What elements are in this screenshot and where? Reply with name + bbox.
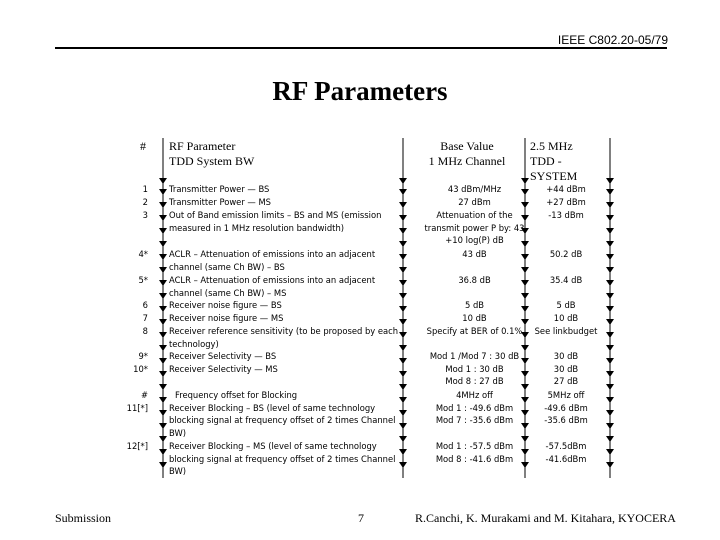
cell-line: technology) xyxy=(169,338,219,349)
divider-marker xyxy=(399,319,407,325)
cell-base xyxy=(411,325,538,338)
cell-num xyxy=(118,389,148,414)
cell-line: Mod 8 : 27 dB xyxy=(445,376,504,387)
cell-line: 43 dB xyxy=(462,249,487,259)
divider-marker xyxy=(399,293,407,299)
document-id: IEEE C802.20-05/79 xyxy=(557,33,668,47)
cell-line: -49.6 dBm xyxy=(544,402,588,413)
cell-base xyxy=(411,350,538,388)
cell-num xyxy=(118,312,148,325)
cell-param xyxy=(169,350,278,375)
divider-marker xyxy=(159,254,167,260)
divider-marker xyxy=(399,332,407,338)
cell-line: 5 dB xyxy=(556,300,576,310)
divider-marker xyxy=(606,332,614,338)
divider-marker xyxy=(399,384,407,390)
divider-marker xyxy=(606,384,614,390)
cell-line: Mod 8 : -41.6 dBm xyxy=(435,453,514,464)
cell-line: Attenuation of the xyxy=(436,210,513,220)
divider-marker xyxy=(159,410,167,416)
cell-line: See linkbudget xyxy=(534,326,598,336)
divider-marker xyxy=(159,358,167,364)
cell-param xyxy=(169,274,375,299)
divider-marker xyxy=(159,319,167,325)
cell-line: Frequency offset for Blocking xyxy=(175,390,298,400)
divider-marker xyxy=(159,371,167,377)
divider-marker xyxy=(399,358,407,364)
cell-line: 3 xyxy=(142,210,148,220)
cell-line: Receiver noise figure — BS xyxy=(169,300,282,310)
divider-marker xyxy=(399,241,407,247)
cell-base xyxy=(411,389,538,427)
divider-marker xyxy=(159,397,167,403)
footer-authors: R.Canchi, K. Murakami and M. Kitahara, KYOCERA xyxy=(415,511,676,525)
divider-marker xyxy=(159,215,167,221)
divider-marker xyxy=(399,178,407,184)
divider-marker xyxy=(606,178,614,184)
cell-line: 35.4 dB xyxy=(549,275,583,285)
divider-marker xyxy=(159,178,167,184)
cell-line: 5MHz off xyxy=(547,390,585,400)
divider-marker xyxy=(399,449,407,455)
divider-marker xyxy=(159,436,167,442)
cell-line: 2 xyxy=(142,197,148,207)
cell-line: Mod 1 /Mod 7 : 30 dB xyxy=(429,351,520,361)
cell-num xyxy=(118,209,148,222)
cell-line: blocking signal at frequency offset of 2 times Channel xyxy=(169,453,396,464)
column-header-param: RF Parameter TDD System BW xyxy=(169,139,255,168)
cell-param xyxy=(169,299,282,312)
divider-marker xyxy=(399,462,407,468)
divider-marker xyxy=(606,449,614,455)
divider-marker xyxy=(159,293,167,299)
cell-sys xyxy=(525,325,607,338)
divider-marker xyxy=(159,267,167,273)
cell-sys xyxy=(525,440,607,465)
divider-marker xyxy=(159,280,167,286)
divider-marker xyxy=(159,462,167,468)
divider-marker xyxy=(159,306,167,312)
divider-marker xyxy=(606,371,614,377)
footer-page-number: 7 xyxy=(358,511,364,525)
divider-marker xyxy=(399,306,407,312)
cell-num xyxy=(118,183,148,196)
cell-line: 36.8 dB xyxy=(458,275,491,285)
divider-marker xyxy=(606,254,614,260)
divider-marker xyxy=(606,410,614,416)
cell-base xyxy=(411,183,538,196)
divider-marker xyxy=(399,345,407,351)
cell-num xyxy=(118,325,148,338)
divider-marker xyxy=(399,397,407,403)
cell-line: -35.6 dBm xyxy=(544,415,588,426)
cell-param xyxy=(169,389,395,439)
divider-marker xyxy=(159,189,167,195)
divider-marker xyxy=(399,254,407,260)
cell-line: Mod 1 : -49.6 dBm xyxy=(435,402,514,413)
cell-num xyxy=(118,274,148,287)
column-header-system: 2.5 MHz TDD - SYSTEM xyxy=(530,139,578,183)
divider-marker xyxy=(606,397,614,403)
divider-marker xyxy=(399,410,407,416)
cell-line: # xyxy=(140,390,148,400)
cell-line: 4* xyxy=(138,249,148,259)
cell-line: 11[*] xyxy=(126,402,148,413)
cell-line: ACLR – Attenuation of emissions into an adjacent xyxy=(169,249,376,259)
cell-line: Transmitter Power — BS xyxy=(169,184,270,194)
cell-line: BW) xyxy=(169,466,186,477)
divider-marker xyxy=(606,423,614,429)
cell-base xyxy=(411,248,538,261)
cell-line: 50.2 dB xyxy=(549,249,583,259)
cell-line: 8 xyxy=(142,326,148,336)
divider-marker xyxy=(606,358,614,364)
divider-marker xyxy=(606,306,614,312)
cell-line: Receiver Selectivity — MS xyxy=(169,363,278,374)
divider-marker xyxy=(606,215,614,221)
cell-line: 43 dBm/MHz xyxy=(447,184,502,194)
divider-marker xyxy=(399,423,407,429)
cell-sys xyxy=(525,248,607,261)
divider-marker xyxy=(606,293,614,299)
cell-sys xyxy=(525,274,607,287)
divider-marker xyxy=(606,189,614,195)
cell-line: Mod 1 : -57.5 dBm xyxy=(435,441,514,451)
cell-line: -57.5dBm xyxy=(545,441,587,451)
cell-line: transmit power P by: 43 xyxy=(424,222,525,233)
cell-sys xyxy=(525,196,607,209)
cell-line: measured in 1 MHz resolution bandwidth) xyxy=(169,222,345,233)
cell-line: 30 dB xyxy=(553,363,579,374)
divider-marker xyxy=(399,280,407,286)
divider-marker xyxy=(399,215,407,221)
cell-line: 6 xyxy=(142,300,148,310)
cell-line: Specify at BER of 0.1% xyxy=(426,326,523,336)
cell-line: blocking signal at frequency offset of 2 times Channel xyxy=(169,415,396,426)
divider-marker xyxy=(399,436,407,442)
divider-marker xyxy=(606,436,614,442)
divider-marker xyxy=(606,345,614,351)
divider-marker xyxy=(606,241,614,247)
cell-line: 4MHz off xyxy=(456,390,493,400)
divider-marker xyxy=(521,267,529,273)
cell-num xyxy=(118,299,148,312)
cell-num xyxy=(118,196,148,209)
cell-line: Mod 1 : 30 dB xyxy=(445,363,504,374)
divider-marker xyxy=(159,345,167,351)
divider-marker xyxy=(399,228,407,234)
cell-base xyxy=(411,312,538,325)
cell-line: 9* xyxy=(138,351,148,361)
cell-num xyxy=(118,350,148,375)
column-header-num: # xyxy=(140,139,146,153)
footer-submission: Submission xyxy=(55,511,112,525)
divider-marker xyxy=(399,189,407,195)
cell-line: Receiver noise figure — MS xyxy=(169,313,284,323)
cell-line: Receiver Blocking – MS (level of same technology xyxy=(169,441,377,451)
cell-line: 5 dB xyxy=(464,300,485,310)
divider-marker xyxy=(606,202,614,208)
divider-marker xyxy=(399,202,407,208)
cell-sys xyxy=(525,183,607,196)
cell-line: Out of Band emission limits – BS and MS (emission xyxy=(169,210,382,220)
cell-param xyxy=(169,312,283,325)
cell-param xyxy=(169,248,375,273)
cell-num xyxy=(118,440,148,453)
cell-sys xyxy=(525,312,607,325)
cell-line: +27 dBm xyxy=(546,197,586,207)
cell-line: Receiver Selectivity — BS xyxy=(169,351,277,361)
cell-line: +44 dBm xyxy=(546,184,586,194)
divider-marker xyxy=(606,319,614,325)
slide-title: RF Parameters xyxy=(272,76,448,106)
cell-line: channel (same Ch BW) – BS xyxy=(169,261,285,272)
cell-line: -41.6dBm xyxy=(545,453,587,464)
cell-base xyxy=(411,209,538,247)
cell-line: 1 xyxy=(142,184,148,194)
cell-line: 10* xyxy=(133,363,148,374)
cell-sys xyxy=(525,299,607,312)
divider-marker xyxy=(399,267,407,273)
cell-line: channel (same Ch BW) – MS xyxy=(169,287,287,298)
cell-sys xyxy=(525,350,607,388)
cell-base xyxy=(411,440,538,465)
cell-num xyxy=(118,248,148,261)
cell-base xyxy=(411,274,538,287)
cell-line: 7 xyxy=(142,313,148,323)
cell-base xyxy=(411,196,538,209)
divider-marker xyxy=(606,462,614,468)
divider-marker xyxy=(159,228,167,234)
cell-param xyxy=(169,209,381,234)
divider-marker xyxy=(399,371,407,377)
cell-line: 10 dB xyxy=(553,313,579,323)
cell-param xyxy=(169,325,398,350)
cell-param xyxy=(169,196,271,209)
divider-marker xyxy=(159,384,167,390)
cell-line: ACLR – Attenuation of emissions into an adjacent xyxy=(169,275,376,285)
cell-line: Receiver reference sensitivity (to be proposed by each xyxy=(169,326,399,336)
divider-marker xyxy=(159,449,167,455)
divider-marker xyxy=(159,332,167,338)
cell-line: -13 dBm xyxy=(548,210,584,220)
cell-line: +10 log(P) dB xyxy=(445,235,504,246)
cell-line: 27 dB xyxy=(553,376,579,387)
column-header-base: Base Value 1 MHz Channel xyxy=(428,139,506,168)
cell-line: 27 dBm xyxy=(458,197,491,207)
cell-line: 12[*] xyxy=(126,441,148,451)
divider-marker xyxy=(606,267,614,273)
cell-line: 10 dB xyxy=(462,313,487,323)
divider-marker xyxy=(606,280,614,286)
divider-marker xyxy=(159,241,167,247)
divider-marker xyxy=(159,202,167,208)
cell-line: 30 dB xyxy=(553,351,579,361)
cell-param xyxy=(169,183,269,196)
cell-line: Receiver Blocking – BS (level of same technology xyxy=(169,402,376,413)
cell-line: BW) xyxy=(169,427,186,438)
cell-line: Transmitter Power — MS xyxy=(169,197,272,207)
cell-base xyxy=(411,299,538,312)
divider-marker xyxy=(159,423,167,429)
cell-param xyxy=(169,440,395,478)
cell-sys xyxy=(525,209,607,222)
cell-sys xyxy=(525,389,607,427)
cell-line: Mod 7 : -35.6 dBm xyxy=(435,415,514,426)
divider-marker xyxy=(606,228,614,234)
cell-line: 5* xyxy=(138,275,148,285)
